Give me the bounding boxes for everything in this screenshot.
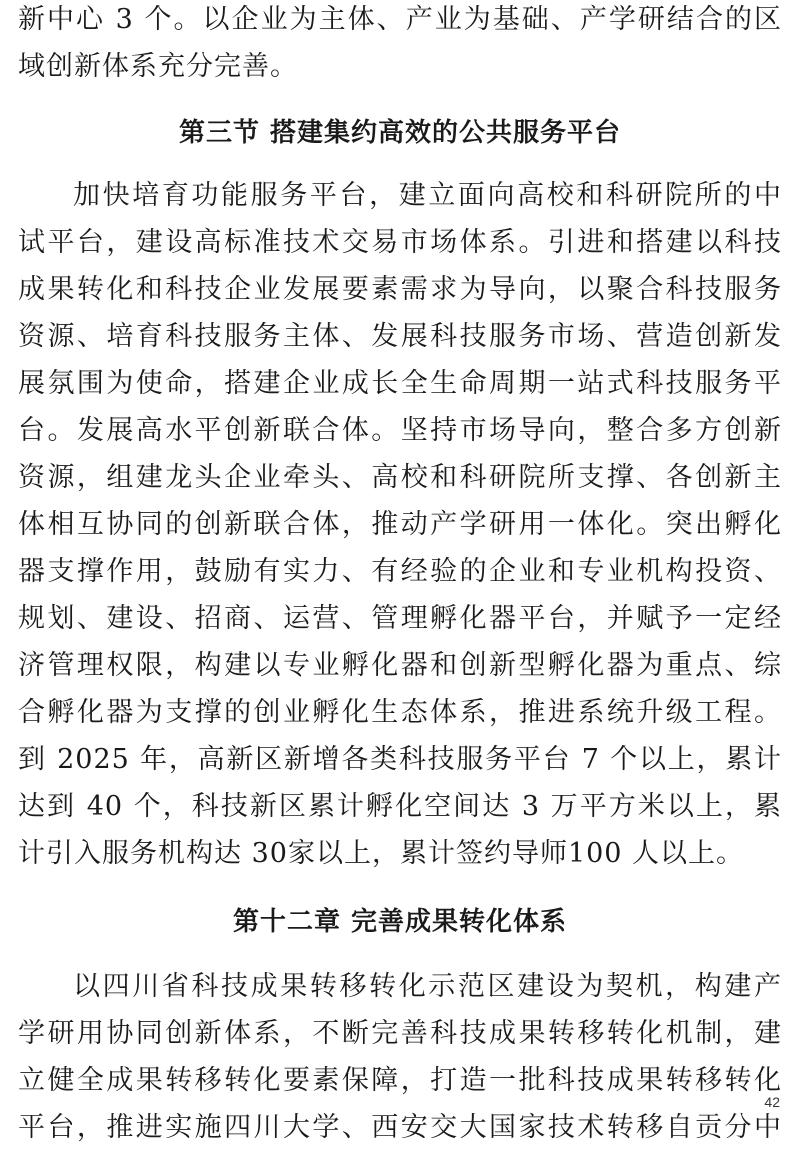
body-line: 器支撑作用，鼓励有实力、有经验的企业和专业机构投资、 (18, 556, 782, 587)
body-line: 规划、建设、招商、运营、管理孵化器平台，并赋予一定经 (18, 603, 782, 634)
document-page (18, 0, 782, 1151)
body-line: 成果转化和科技企业发展要素需求为导向，以聚合科技服务 (18, 274, 782, 305)
section-heading: 第三节 搭建集约高效的公共服务平台 (178, 118, 622, 148)
body-line: 台。发展高水平创新联合体。坚持市场导向，整合多方创新 (18, 415, 782, 446)
chapter-paragraph (18, 963, 782, 1151)
body-line: 立健全成果转移转化要素保障，打造一批科技成果转移转化 (18, 1065, 782, 1096)
body-line: 展氛围为使命，搭建企业成长全生命周期一站式科技服务平 (18, 368, 782, 399)
body-line: 以四川省科技成果转移转化示范区建设为契机，构建产 (73, 971, 782, 1002)
chapter-heading: 第十二章 完善成果转化体系 (232, 907, 568, 937)
body-line: 资源，组建龙头企业牵头、高校和科研院所支撑、各创新主 (18, 462, 782, 493)
body-line: 合孵化器为支撑的创业孵化生态体系，推进系统升级工程。 (18, 697, 782, 728)
body-line: 达到 40 个，科技新区累计孵化空间达 3 万平方米以上，累 (18, 791, 782, 822)
body-line: 到 2025 年，高新区新增各类科技服务平台 7 个以上，累计 (18, 744, 782, 775)
section-paragraph (18, 172, 782, 877)
body-line: 域创新体系充分完善。 (18, 51, 298, 82)
body-line: 济管理权限，构建以专业孵化器和创新型孵化器为重点、综 (18, 650, 782, 681)
page-number: 42 (764, 1094, 780, 1110)
body-line: 新中心 3 个。以企业为主体、产业为基础、产学研结合的区 (18, 4, 782, 35)
body-line: 体相互协同的创新联合体，推动产学研用一体化。突出孵化 (18, 509, 782, 540)
body-line: 加快培育功能服务平台，建立面向高校和科研院所的中 (73, 180, 782, 211)
body-line: 资源、培育科技服务主体、发展科技服务市场、营造创新发 (18, 321, 782, 352)
body-line: 试平台，建设高标准技术交易市场体系。引进和搭建以科技 (18, 227, 782, 258)
body-line: 平台，推进实施四川大学、西安交大国家技术转移自贡分中 (18, 1112, 782, 1143)
body-line: 计引入服务机构达 30家以上，累计签约导师100 人以上。 (18, 838, 745, 869)
body-line: 学研用协同创新体系，不断完善科技成果转移转化机制，建 (18, 1018, 782, 1049)
intro-paragraph (18, 0, 782, 90)
